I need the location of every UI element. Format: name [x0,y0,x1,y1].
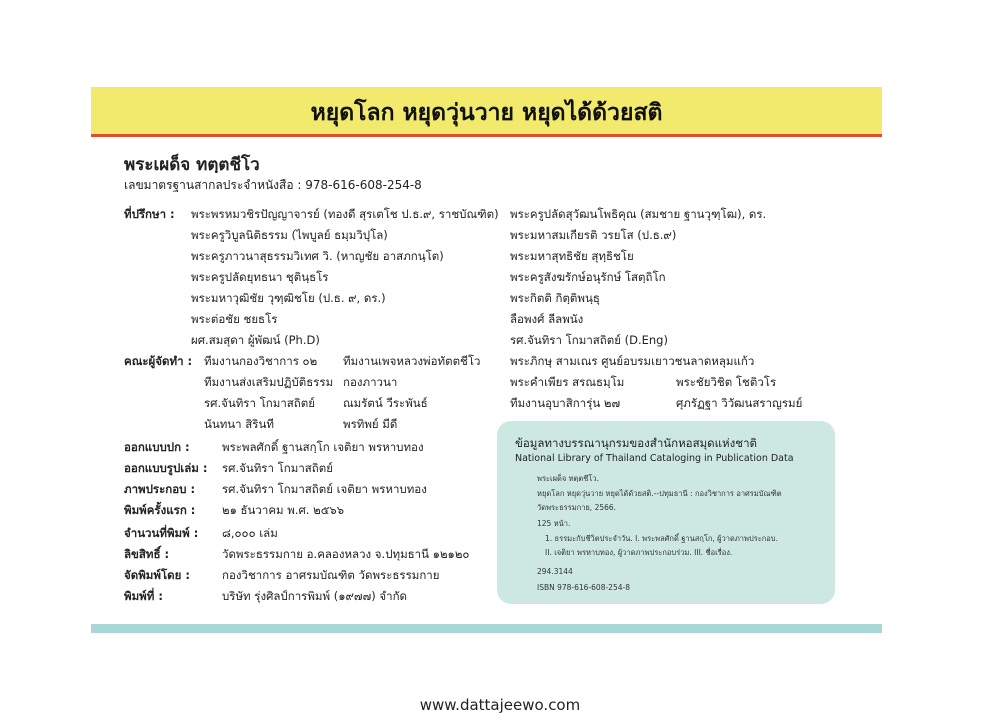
organizer-name: รศ.จันทิรา โกมาสถิตย์ [204,396,315,410]
credit-label: ออกแบบรูปเล่ม : [124,461,208,475]
catalog-line: 125 หน้า. [537,519,571,528]
catalog-subtitle: National Library of Thailand Cataloging in Publication Data [515,453,794,464]
credit-label: พิมพ์ครั้งแรก : [124,503,196,517]
organizer-name: กองภาวนา [343,375,398,389]
catalog-line: 294.3144 [537,567,573,576]
credit-label: ออกแบบปก : [124,440,190,454]
catalog-line: วัดพระธรรมกาย, 2566. [537,503,617,512]
advisor-left: พระครูวิบูลนิติธรรม (ไพบูลย์ ธมฺมวิปุโล) [191,228,388,242]
credit-label: ภาพประกอบ : [124,482,196,496]
advisor-left: พระครูปลัดยุทธนา ชุตินฺธโร [191,270,329,284]
organizer-name: ทีมงานอุบาสิการุ่น ๒๗ [510,396,621,410]
advisor-right: พระมหาสมเกียรติ วรยโส (ป.ธ.๙) [510,228,677,242]
organizer-name: ทีมงานเพจหลวงพ่อทัตตชีโว [343,354,481,368]
organizer-name: พรทิพย์ มีดี [343,417,398,431]
credit-value: รศ.จันทิรา โกมาสถิตย์ เจติยา พรหาบทอง [222,482,427,496]
catalog-line: 1. ธรรมะกับชีวิตประจำวัน. I. พระพลศักดิ์ ฐานสกฺโก, ผู้วาดภาพประกอบ. [545,534,778,543]
organizer-name: ทีมงานส่งเสริมปฏิบัติธรรม [204,375,334,389]
book-title: หยุดโลก หยุดวุ่นวาย หยุดได้ด้วยสติ [310,100,663,126]
advisor-right: พระกิตติ กิตฺติพนฺธุ [510,291,600,305]
advisor-left: พระพรหมวชิรปัญญาจารย์ (ทองดี สุรเตโช ป.ธ.๙, ราชบัณฑิต) [191,207,499,221]
organizer-name: พระชัยวิชิต โชติวโร [676,375,777,389]
organizer-name: ศุภรัฏฐา วิวัฒนสราญรมย์ [676,396,803,410]
advisor-right: ลือพงศ์ ลีลพนัง [510,312,584,326]
organizers-label: คณะผู้จัดทำ : [124,354,193,368]
advisor-right: พระมหาสุทธิชัย สุทฺธิชโย [510,249,634,263]
advisor-left: ผศ.สมสุดา ผู้พัฒน์ (Ph.D) [191,333,320,347]
credit-value: บริษัท รุ่งศิลป์การพิมพ์ (๑๙๗๗) จำกัด [222,589,407,603]
advisor-right: พระครูสังฆรักษ์อนุรักษ์ โสตฺถิโก [510,270,666,284]
catalog-title: ข้อมูลทางบรรณานุกรมของสำนักหอสมุดแห่งชาติ [515,436,757,450]
advisor-right: รศ.จันทิรา โกมาสถิตย์ (D.Eng) [510,333,668,347]
advisors-label: ที่ปรึกษา : [124,207,175,221]
catalog-line: II. เจติยา พรหาบทอง, ผู้วาดภาพประกอบร่วม. III. ชื่อเรื่อง. [545,548,733,557]
organizer-name: ทีมงานกองวิชาการ ๐๒ [204,354,318,368]
advisor-left: พระครูภาวนาสุธรรมวิเทศ วิ. (หาญชัย อาสภกนฺโต) [191,249,444,263]
organizer-name: พระภิกษุ สามเณร ศูนย์อบรมเยาวชนลาดหลุมแก้ว [510,354,755,368]
credit-value: วัดพระธรรมกาย อ.คลองหลวง จ.ปทุมธานี ๑๒๑๒๐ [222,547,470,561]
cataloging-box [497,421,835,604]
credit-value: กองวิชาการ อาศรมบัณฑิต วัดพระธรรมกาย [222,568,440,582]
advisor-right: พระครูปลัดสุวัฒนโพธิคุณ (สมชาย ฐานวุฑฺโฒ), ดร. [510,207,767,221]
credit-label: จำนวนที่พิมพ์ : [124,526,199,540]
credit-value: ๘,๐๐๐ เล่ม [222,526,278,540]
website-url: www.dattajeewo.com [419,696,581,714]
credit-value: พระพลศักดิ์ ฐานสกฺโก เจติยา พรหาบทอง [222,440,424,454]
organizer-name: ณมรัตน์ วีระพันธ์ [343,396,428,410]
isbn-line: เลขมาตรฐานสากลประจำหนังสือ : 978-616-608-254-8 [124,178,422,192]
catalog-line: ISBN 978-616-608-254-8 [537,583,630,592]
credit-label: ลิขสิทธิ์ : [124,547,170,561]
catalog-line: หยุดโลก หยุดวุ่นวาย หยุดได้ด้วยสติ.--ปทุมธานี : กองวิชาการ อาศรมบัณฑิต [537,489,782,498]
credit-value: ๒๑ ธันวาคม พ.ศ. ๒๕๖๖ [222,503,344,517]
credit-label: พิมพ์ที่ : [124,589,163,603]
credit-value: รศ.จันทิรา โกมาสถิตย์ [222,461,333,475]
catalog-line: พระเผด็จ ทตฺตชีโว. [537,474,600,483]
credit-label: จัดพิมพ์โดย : [124,568,190,582]
advisor-left: พระมหาวุฒิชัย วุฑฺฒิชโย (ป.ธ. ๙, ดร.) [191,291,386,305]
title-banner [91,87,882,137]
bottom-divider-bar [91,624,882,633]
organizer-name: พระคำเพียร สรณธมฺโม [510,375,625,389]
advisor-left: พระต่อชัย ชยธโร [191,312,278,326]
organizer-name: นันทนา สิรินที [204,417,274,431]
author-name: พระเผด็จ ทตฺตชีโว [124,155,260,175]
